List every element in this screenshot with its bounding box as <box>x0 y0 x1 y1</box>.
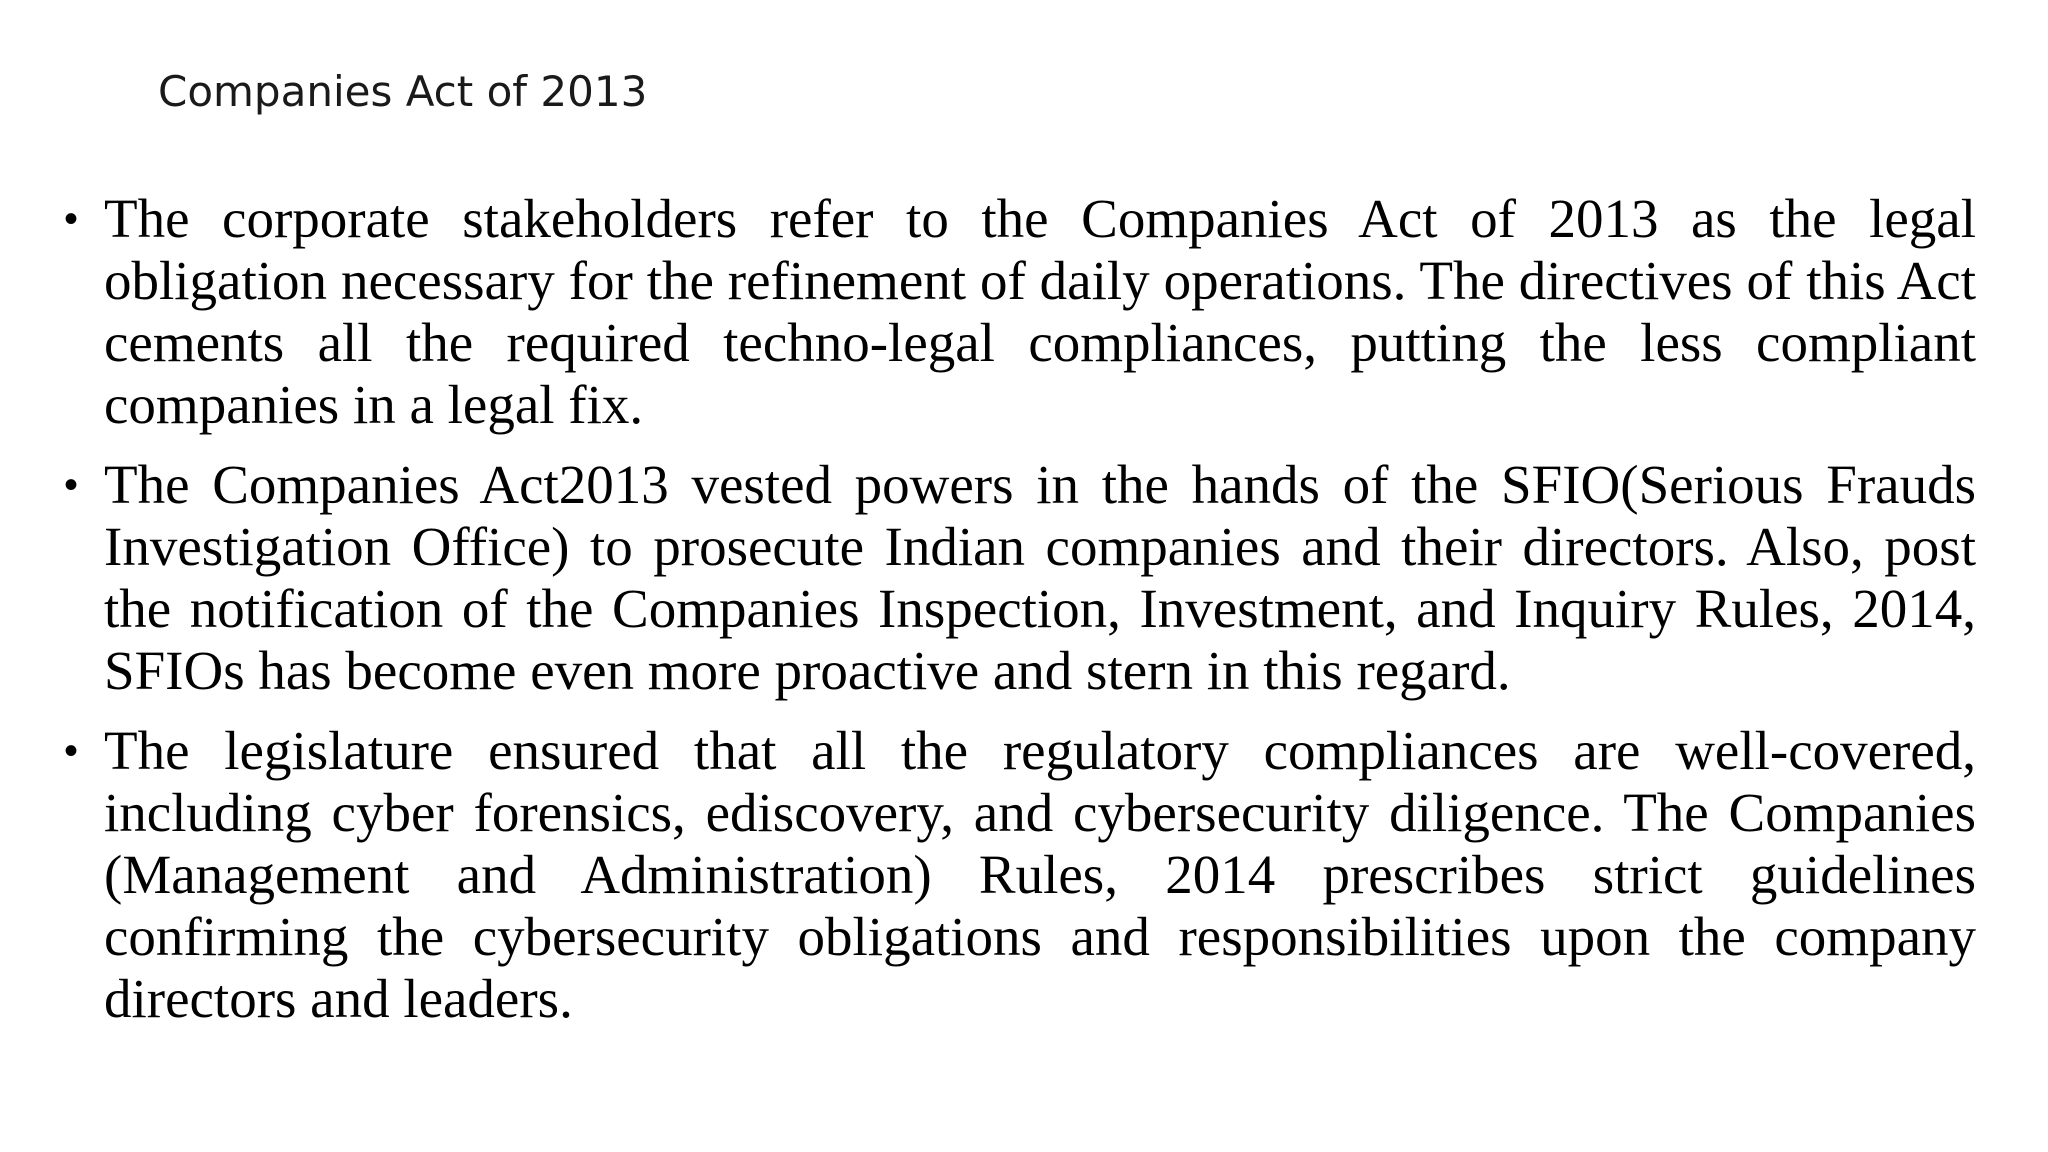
bullet-dot-icon: • <box>64 729 79 773</box>
bullet-item <box>64 188 1976 436</box>
bullet-dot-icon: • <box>64 197 79 241</box>
bullet-item <box>64 454 1976 702</box>
bullet-text: The legislature ensured that all the regulatory compliances are well-covered, including cyber forensics, ediscovery, and cybersecurity diligence. The Companies (Management and Administration) Rules, 2014 prescribes strict guidelines confirming the cybersecurity obligations and responsibilities upon the company directors and leaders. <box>104 720 1976 1029</box>
bullet-dot-icon: • <box>64 463 79 507</box>
bullet-text: The corporate stakeholders refer to the Companies Act of 2013 as the legal obligation necessary for the refinement of daily operations. The directives of this Act cements all the required techno-legal compliances, putting the less compliant companies in a legal fix. <box>104 188 1976 435</box>
bullet-list <box>64 188 1976 1048</box>
bullet-item <box>64 720 1976 1030</box>
slide-title: Companies Act of 2013 <box>158 67 648 116</box>
bullet-text: The Companies Act2013 vested powers in the hands of the SFIO(Serious Frauds Investigation Office) to prosecute Indian companies and their directors. Also, post the notification of the Companies Inspection, Investment, and Inquiry Rules, 2014, SFIOs has become even more proactive and stern in this regard. <box>104 454 1976 701</box>
